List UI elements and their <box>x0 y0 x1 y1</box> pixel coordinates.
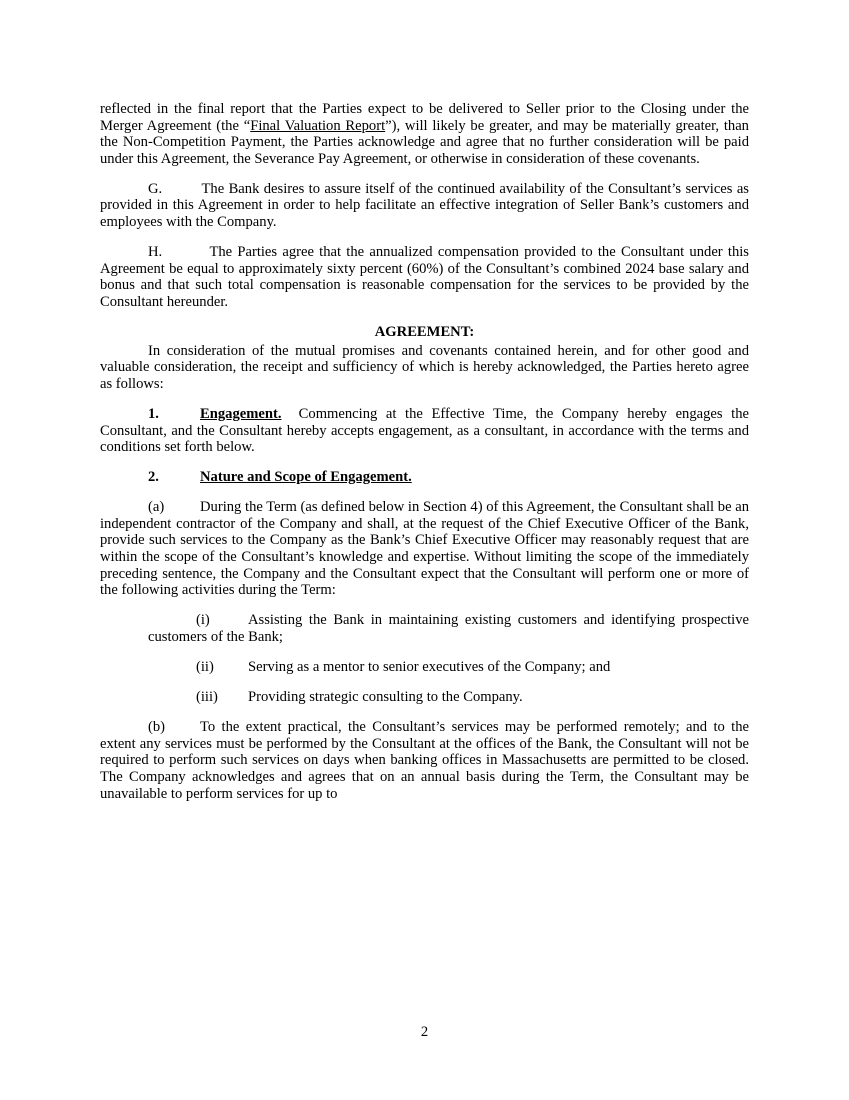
section-1-text: Commencing at the Effective Time, the Company hereby engages the Consultant, and the Consultant hereby accepts engagement, as a consultant, in accordance with the terms and conditions set forth below. <box>100 405 749 456</box>
opening-text-end: ”), will likely be greater, and may be materially greater, than the Non-Competition Payment, the Parties acknowledge and agree that no further consideration will be paid under this Agreement, the Severance Pay Agreement, or otherwise in consideration of these covenants. <box>100 117 749 167</box>
list-item-text: Serving as a mentor to senior executives of the Company; and <box>248 659 611 676</box>
section-2-title: Nature and Scope of Engagement. <box>200 469 412 486</box>
recital-g-label: G. <box>148 180 163 197</box>
recital-h-text: The Parties agree that the annualized compensation provided to the Consultant under this Agreement be equal to approximately sixty percent (60%) of the Consultant’s combined 2024 base salary and bonus and that such total compensation is reasonable compensation for the services to be provided by the Consultant hereunder. <box>100 244 749 310</box>
section-1-number: 1. <box>148 405 159 422</box>
section-2-number: 2. <box>148 469 159 486</box>
section-2-para-b <box>100 719 749 802</box>
document-page <box>100 101 749 816</box>
defined-term-final-valuation-report: Final Valuation Report <box>250 117 386 134</box>
section-2-para-a-text: During the Term (as defined below in Section 4) of this Agreement, the Consultant shall be an independent contractor of the Company and shall, at the request of the Chief Executive Officer of the Bank, provide such services to the Company as the Bank’s Chief Executive Officer may reasonably request that are within the scope of the Consultant’s knowledge and expertise. Without limiting the scope of the immediately preceding sentence, the Company and the Consultant expect that the Consultant will perform one or more of the following activities during the Term: <box>100 499 749 599</box>
list-item-label: (ii) <box>196 659 214 676</box>
list-item-text: Assisting the Bank in maintaining existing customers and identifying prospective customers of the Bank; <box>148 612 749 645</box>
section-2-para-a-label: (a) <box>148 499 165 516</box>
section-2-para-a <box>100 499 749 599</box>
list-item-text: Providing strategic consulting to the Company. <box>248 689 523 706</box>
recital-h-label: H. <box>148 244 163 261</box>
recital-h <box>100 244 749 310</box>
list-item-label: (iii) <box>196 689 218 706</box>
section-1-title: Engagement. <box>200 405 282 422</box>
list-item-label: (i) <box>196 612 210 629</box>
section-1 <box>100 406 749 456</box>
opening-paragraph <box>100 101 749 167</box>
list-item <box>148 612 749 645</box>
list-item <box>196 659 749 676</box>
section-2-para-b-label: (b) <box>148 719 166 736</box>
agreement-intro: In consideration of the mutual promises and covenants contained herein, and for other good and valuable consideration, the receipt and sufficiency of which is hereby acknowledged, the Parties hereto agree as follows: <box>100 342 749 392</box>
agreement-heading: AGREEMENT: <box>374 324 475 341</box>
section-2-heading <box>100 469 749 486</box>
section-2-para-b-text: To the extent practical, the Consultant’s services may be performed remotely; and to the extent any services must be performed by the Consultant at the offices of the Bank, the Consultant will not be required to perform such services on days when banking offices in Massachusetts are permitted to be closed. The Company acknowledges and agrees that on an annual basis during the Term, the Consultant may be unavailable to perform services for up to <box>100 719 749 802</box>
list-item <box>196 689 749 706</box>
recital-g <box>100 181 749 231</box>
page-number: 2 <box>420 1024 429 1040</box>
opening-text-start: reflected in the final report that the Parties expect to be delivered to Seller prior to the Closing under the Merger Agreement (the “ <box>100 101 749 134</box>
recital-g-text: The Bank desires to assure itself of the continued availability of the Consultant’s services as provided in this Agreement in order to help facilitate an effective integration of Seller Bank’s customers and employees with the Company. <box>100 180 749 231</box>
